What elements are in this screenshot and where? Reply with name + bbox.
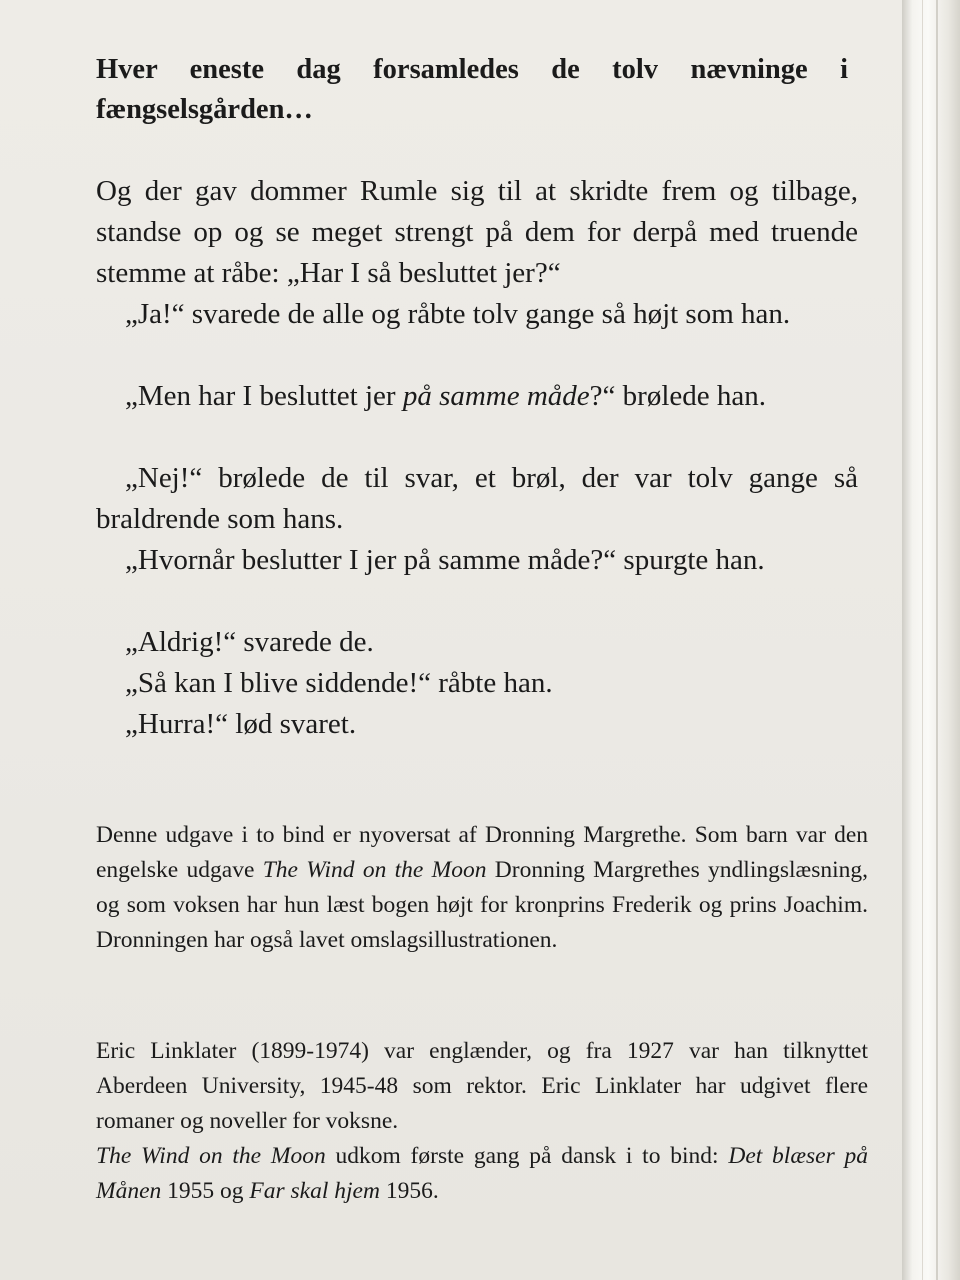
- publication-text-2: 1955 og: [161, 1178, 250, 1204]
- story-paragraph-3-emphasis: på samme måde: [402, 380, 590, 412]
- publication-history: [96, 1139, 868, 1209]
- publication-text-1: udkom første gang på dansk i to bind:: [325, 1143, 729, 1169]
- publication-book-title: The Wind on the Moon: [96, 1143, 326, 1169]
- story-paragraph-1: Og der gav dommer Rumle sig til at skridte frem og tilbage, standse op og se meget strengt på dem for derpå med truende stemme at råbe: „Har I så besluttet jer?“: [96, 175, 858, 289]
- book-spine: [902, 0, 960, 1280]
- story-paragraph-2: „Ja!“ svarede de alle og råbte tolv gange så højt som han.: [125, 298, 791, 330]
- story-paragraph-4: „Nej!“ brølede de til svar, et brøl, der var tolv gange så braldrende som hans.: [96, 462, 858, 535]
- story-paragraph-7: „Så kan I blive siddende!“ råbte han.: [125, 667, 553, 699]
- spine-fold-line: [922, 0, 923, 1280]
- story-paragraph-6: „Aldrig!“ svarede de.: [125, 626, 374, 658]
- edition-note-text-2: Dronning Margrethes yndlingslæsning, og som voksen har hun læst bogen højt for kronprins Frederik og prins Joachim. Dronningen har også lavet omslagsillustrationen.: [96, 857, 869, 953]
- story-paragraph-8: „Hurra!“ lød svaret.: [125, 708, 357, 740]
- publication-volume-2: Far skal hjem: [249, 1178, 380, 1204]
- story-paragraph-3-start: „Men har I besluttet jer: [125, 380, 403, 412]
- publication-volume-1: Det blæser på Månen: [96, 1143, 869, 1204]
- story-paragraph-3-end: ?“ brølede han.: [589, 380, 766, 412]
- spine-crease: [936, 0, 938, 1280]
- lead-text: Hver eneste dag forsamledes de tolv nævninge i fængselsgården…: [96, 54, 848, 125]
- edition-note-book-title: The Wind on the Moon: [262, 857, 487, 883]
- story-paragraph-3: [96, 376, 858, 417]
- author-bio: Eric Linklater (1899-1974) var englænder, og fra 1927 var han tilknyttet Aberdeen University, 1945-48 som rektor. Eric Linklater har udgivet flere romaner og noveller for voksne.: [96, 1038, 868, 1134]
- edition-note-text-1: Denne udgave i to bind er nyoversat af Dronning Margrethe. Som barn var den engelske udgave: [96, 822, 868, 883]
- story-paragraph-5: „Hvornår beslutter I jer på samme måde?“ spurgte han.: [125, 544, 765, 576]
- publication-text-3: 1956.: [379, 1178, 439, 1204]
- edition-note: [96, 818, 868, 958]
